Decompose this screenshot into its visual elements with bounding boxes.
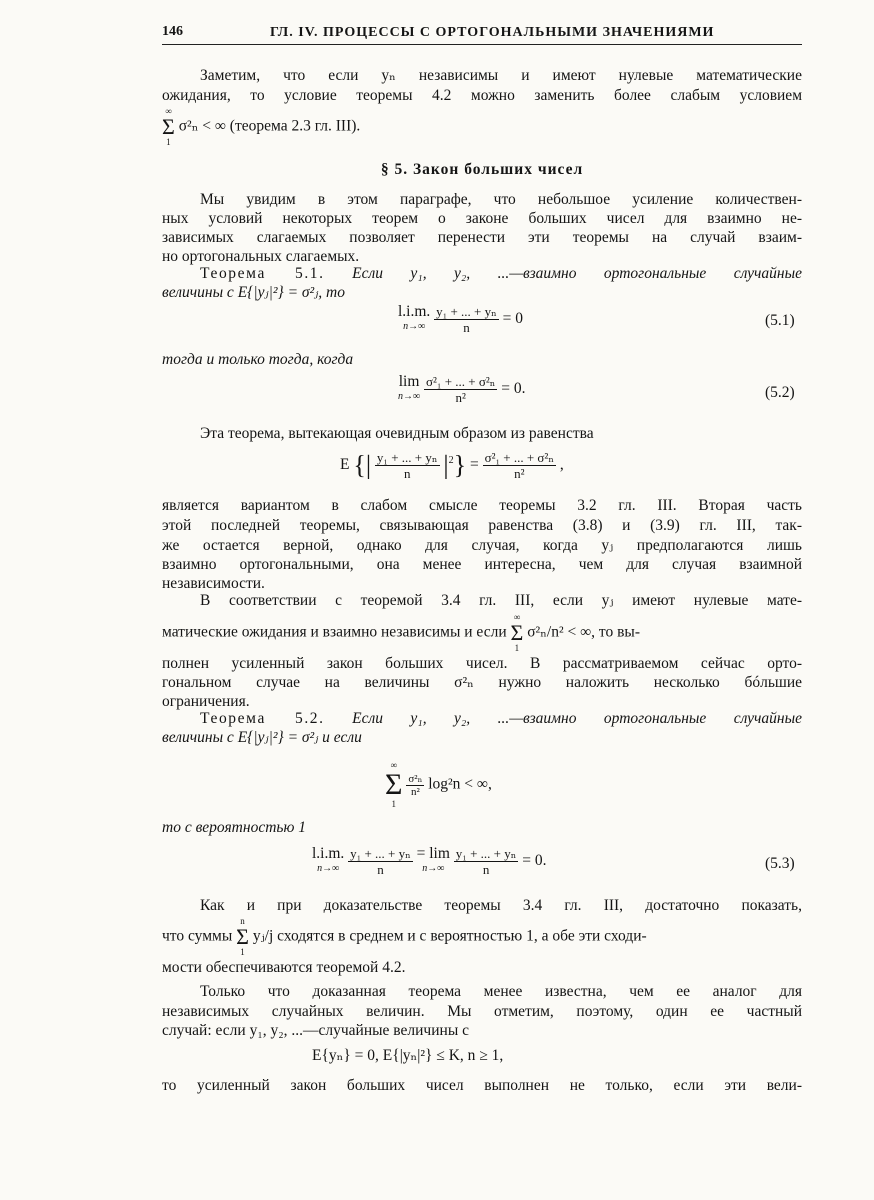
- thm51-text1: Если y₁, y₂, ...—взаимно ортогональные случайные: [352, 265, 803, 282]
- variant-line1: является вариантом в слабом смысле теоремы 3.2 гл. III. Вторая часть: [162, 497, 802, 514]
- eq-number-5-3: (5.3): [765, 855, 795, 872]
- proof-line2: что суммы n Σ 1 yⱼ/j сходятся в среднем и с вероятностью 1, а обе эти сходи-: [162, 916, 647, 957]
- intro-line3: зависимых слагаемых позволяет перенести эти теоремы на случай взаим-: [162, 229, 802, 246]
- equation-5-2: lim n→∞ $\frac{\text{σ²₁ + ... + σ²ₙ}}{\text{n²}}$ = 0.: [398, 373, 526, 405]
- para0-sum-line: [162, 106, 360, 148]
- end-line: то усиленный закон больших чисел выполнен не только, если эти вели-: [162, 1077, 802, 1094]
- variant-line4: взаимно ортогональными, она менее интересна, чем для случая взаимной: [162, 556, 802, 573]
- para0-line1: Заметим, что если yₙ независимы и имеют нулевые математические: [200, 67, 802, 84]
- variant-line5: независимости.: [162, 575, 265, 592]
- iff-line: тогда и только тогда, когда: [162, 351, 354, 368]
- accord-line2: матические ожидания и взаимно независимы и если ∞ Σ 1 σ²ₙ/n² < ∞, то вы-: [162, 612, 640, 653]
- equation-sum-condition: ∞ Σ 1 $\frac{\text{σ²ₙ}}{\text{n²}}$ log²n < ∞,: [385, 760, 492, 809]
- sum-symbol: ∞ Σ 1: [162, 106, 175, 147]
- equation-5-1: l.i.m. n→∞ $\frac{\text{y₁ + ... + yₙ}}{n}$ = 0: [398, 303, 523, 335]
- proof-line1: Как и при доказательстве теоремы 3.4 гл. III, достаточно показать,: [200, 897, 802, 914]
- accord-line4: гональном случае на величины σ²ₙ нужно наложить несколько бóльшие: [162, 674, 802, 691]
- eq-number-5-2: (5.2): [765, 384, 795, 401]
- accord-line5: ограничения.: [162, 693, 250, 710]
- thm51-line1: [162, 264, 802, 284]
- section-title: § 5. Закон больших чисел: [380, 161, 584, 178]
- para0-line3: σ²ₙ < ∞ (теорема 2.3 гл. III).: [178, 117, 361, 135]
- thm52-line1: [162, 709, 802, 729]
- thm52-label: Теорема 5.2.: [200, 710, 325, 727]
- accord-line1: В соответствии с теоремой 3.4 гл. III, если yⱼ имеют нулевые мате-: [200, 592, 802, 609]
- para-thm-line: Эта теорема, вытекающая очевидным образом из равенства: [200, 425, 594, 442]
- equation-5-3: l.i.m. n→∞ $\frac{\text{y₁ + ... + yₙ}}{n}$ = lim n→∞ $\frac{\text{y₁ + ... + yₙ}}{n}$ = 0.: [312, 845, 547, 877]
- intro-line1: Мы увидим в этом параграфе, что небольшое усиление количествен-: [200, 191, 802, 208]
- prob1-line: то с вероятностью 1: [162, 819, 306, 836]
- equation-condition: E{yₙ} = 0, E{|yₙ|²} ≤ K, n ≥ 1,: [312, 1047, 504, 1064]
- running-header: [162, 22, 802, 45]
- page-number: 146: [162, 24, 183, 39]
- equation-expectation: E {| $\frac{\text{y₁ + ... + yₙ}}{n}$ $|^2$} = $\frac{\text{σ²₁ + ... + σ²ₙ}}{\text{n²}}$ ,: [340, 450, 564, 481]
- accord-line3: полнен усиленный закон больших чисел. В рассматриваемом сейчас орто-: [162, 655, 802, 672]
- last-line1: Только что доказанная теорема менее известна, чем ее аналог для: [200, 983, 802, 1000]
- eq-number-5-1: (5.1): [765, 312, 795, 329]
- thm52-text1: Если y₁, y₂, ...—взаимно ортогональные случайные: [352, 710, 803, 727]
- last-line2: независимых случайных величин. Мы отметим, поэтому, один ее частный: [162, 1003, 802, 1020]
- variant-line3: же остается верной, однако для случая, когда yⱼ предполагаются лишь: [162, 537, 802, 554]
- proof-line3: мости обеспечиваются теоремой 4.2.: [162, 959, 406, 976]
- para0-line2: ожидания, то условие теоремы 4.2 можно заменить более слабым условием: [162, 87, 802, 104]
- running-title: ГЛ. IV. ПРОЦЕССЫ С ОРТОГОНАЛЬНЫМИ ЗНАЧЕНИЯМИ: [270, 25, 715, 40]
- thm52-line2: величины с E{|yⱼ|²} = σ²ⱼ и если: [162, 729, 362, 746]
- intro-line4: но ортогональных слагаемых.: [162, 248, 360, 265]
- variant-line2: этой последней теоремы, связывающая равенства (3.8) и (3.9) гл. III, так-: [162, 517, 802, 534]
- last-line3: случай: если y₁, y₂, ...—случайные величины с: [162, 1022, 469, 1039]
- thm51-line2: величины с E{|yⱼ|²} = σ²ⱼ, то: [162, 284, 345, 301]
- intro-line2: ных условий некоторых теорем о законе больших чисел для взаимно не-: [162, 210, 802, 227]
- thm51-label: Теорема 5.1.: [200, 265, 325, 282]
